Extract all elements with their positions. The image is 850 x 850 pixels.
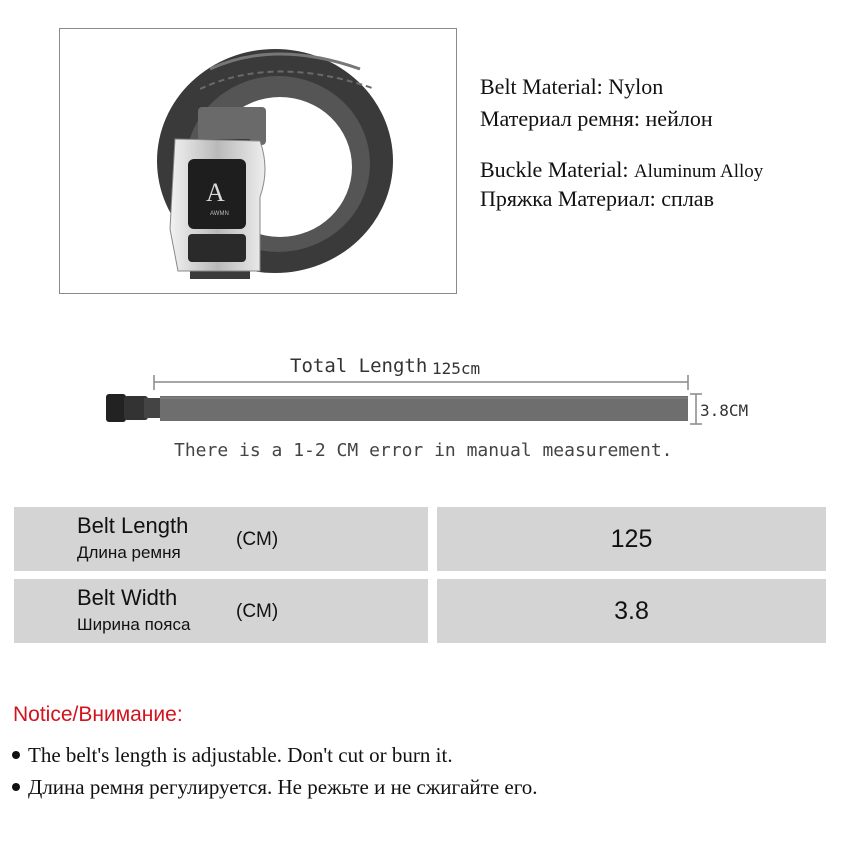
notice-line-2 — [12, 775, 538, 800]
measurement-error-note: There is a 1-2 CM error in manual measurement. — [174, 440, 673, 461]
table-row-length-value-cell — [437, 507, 826, 571]
total-length-value: 125cm — [432, 359, 481, 378]
product-photo — [59, 28, 457, 294]
table-row-length-label-cell — [14, 507, 428, 571]
belt-photo-illustration — [60, 29, 458, 295]
belt-length-label-en: Belt Length — [77, 513, 189, 538]
width-value: 3.8CM — [700, 401, 749, 420]
belt-length-label-ru: Длина ремня — [77, 543, 181, 562]
belt-length-value: 125 — [610, 525, 653, 553]
belt-width-value: 3.8 — [614, 597, 649, 625]
table-row-width-value-cell — [437, 579, 826, 643]
notice-line-1-text: The belt's length is adjustable. Don't cut or burn it. — [28, 743, 453, 767]
diagram-buckle — [106, 394, 126, 422]
notice-line-1 — [12, 743, 453, 768]
belt-width-label-en: Belt Width — [77, 585, 178, 610]
belt-material-ru: Материал ремня: нейлон — [480, 106, 713, 131]
belt-width-label-ru: Ширина пояса — [77, 615, 191, 634]
measurement-diagram — [40, 320, 800, 470]
bullet-icon — [12, 751, 20, 759]
buckle-material-value: Aluminum Alloy — [633, 161, 764, 182]
size-table — [14, 507, 826, 643]
buckle-material-ru: Пряжка Материал: сплав — [480, 186, 714, 211]
belt-width-unit: (CM) — [236, 601, 279, 622]
notice-title: Notice/Внимание: — [13, 703, 183, 726]
belt-length-unit: (CM) — [236, 529, 279, 550]
total-length-label: Total Length — [290, 355, 428, 377]
buckle-logo: A — [206, 178, 225, 207]
buckle-material-en — [480, 157, 763, 183]
buckle-material-label: Buckle Material: — [480, 157, 629, 182]
belt-material-en: Belt Material: Nylon — [480, 74, 664, 99]
bullet-icon — [12, 783, 20, 791]
table-row-width-label-cell — [14, 579, 428, 643]
buckle-brand: AWMN — [210, 211, 229, 217]
diagram-belt-strap — [160, 396, 688, 421]
notice-line-2-text: Длина ремня регулируется. Не режьте и не сжигайте его. — [28, 775, 538, 799]
